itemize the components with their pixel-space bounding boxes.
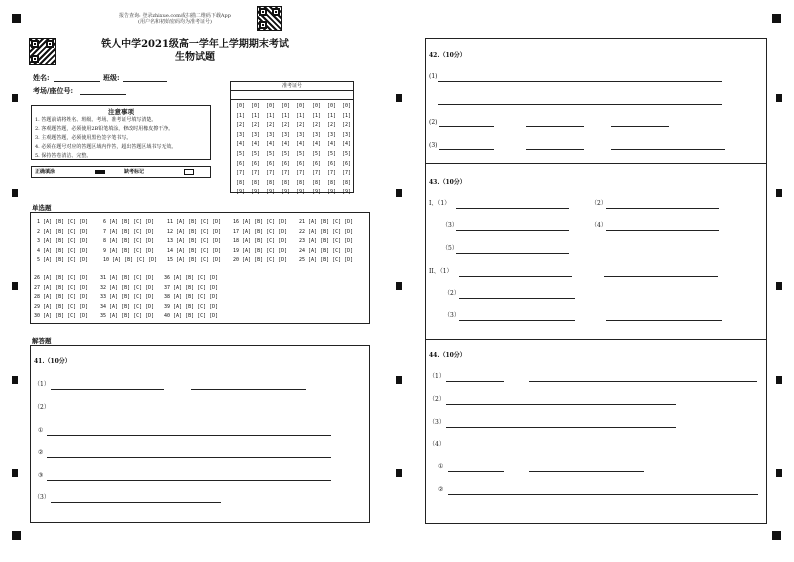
q42-part3-answer-c[interactable] bbox=[611, 149, 725, 150]
exam-id-bubble[interactable]: [7] bbox=[280, 170, 291, 177]
subject-title: 生物试题 bbox=[175, 52, 215, 63]
corner-mark bbox=[772, 14, 781, 23]
exam-id-bubble[interactable]: [5] bbox=[250, 150, 261, 157]
app-qr-code bbox=[257, 6, 282, 31]
q41-part1-answer-b[interactable] bbox=[191, 389, 306, 390]
q41-sub2-answer[interactable] bbox=[47, 457, 331, 458]
exam-id-column bbox=[234, 102, 247, 198]
q43-title: 43.（10分） bbox=[429, 179, 466, 186]
exam-id-bubble[interactable]: [3] bbox=[295, 131, 306, 138]
exam-id-bubble[interactable]: [3] bbox=[265, 131, 276, 138]
exam-id-bubble[interactable]: [9] bbox=[265, 189, 276, 196]
q43-I-2-label: （2） bbox=[591, 200, 607, 207]
exam-id-bubble[interactable]: [0] bbox=[311, 103, 322, 109]
exam-id-bubble[interactable]: [3] bbox=[235, 131, 246, 138]
notice-item: 2. 客观题答题，必须使用2B铅笔填涂，修改时用橡皮擦干净。 bbox=[35, 126, 174, 132]
mc-question-row[interactable]: 16 [A] [B] [C] [D] bbox=[233, 219, 288, 225]
exam-id-column bbox=[279, 102, 292, 198]
q43-I-4-label: （4） bbox=[591, 222, 607, 229]
exam-id-bubble[interactable]: [1] bbox=[326, 112, 337, 119]
divider bbox=[426, 339, 766, 340]
q43-II-3-answer-a[interactable] bbox=[459, 320, 575, 321]
exam-id-bubble[interactable]: [1] bbox=[341, 112, 352, 119]
exam-id-bubble[interactable]: [9] bbox=[235, 189, 246, 196]
exam-id-bubble[interactable]: [8] bbox=[341, 179, 352, 186]
seat-field[interactable] bbox=[80, 94, 126, 95]
exam-id-bubble[interactable]: [1] bbox=[280, 112, 291, 119]
q43-II-1-label: II、（1） bbox=[429, 268, 453, 275]
answer-section-title: 解答题 bbox=[32, 337, 52, 345]
class-field[interactable] bbox=[123, 81, 167, 82]
notice-item: 4. 必须在题号对应的答题区域内作答，超出答题区域书写无效。 bbox=[35, 144, 177, 150]
q42-part1-answer-b[interactable] bbox=[438, 104, 722, 105]
exam-id-bubble[interactable]: [5] bbox=[326, 150, 337, 157]
q41-box bbox=[30, 345, 370, 523]
q43-II-3-answer-b[interactable] bbox=[606, 320, 722, 321]
sheet-qr-code bbox=[29, 38, 56, 65]
exam-id-bubble[interactable]: [9] bbox=[326, 189, 337, 196]
exam-id-bubble[interactable]: [6] bbox=[280, 160, 291, 167]
exam-id-bubble[interactable]: [6] bbox=[326, 160, 337, 167]
q41-sub1-label: ① bbox=[38, 427, 44, 434]
q44-part1-answer-b[interactable] bbox=[529, 381, 757, 382]
mc-question-row[interactable]: 38 [A] [B] [C] [D] bbox=[164, 294, 219, 300]
timing-mark bbox=[776, 189, 782, 197]
exam-id-bubble[interactable]: [4] bbox=[311, 141, 322, 148]
exam-id-bubble[interactable]: [2] bbox=[250, 122, 261, 129]
q43-I-3-label: （3） bbox=[442, 222, 458, 229]
q41-part2-label: （2） bbox=[34, 404, 50, 411]
exam-id-bubble[interactable]: [8] bbox=[326, 179, 337, 186]
exam-id-bubble[interactable]: [8] bbox=[265, 179, 276, 186]
exam-id-bubble[interactable]: [7] bbox=[326, 170, 337, 177]
timing-mark bbox=[12, 282, 18, 290]
exam-id-bubble[interactable]: [4] bbox=[250, 141, 261, 148]
q41-part3-answer[interactable] bbox=[51, 502, 221, 503]
exam-id-bubble[interactable]: [0] bbox=[250, 103, 261, 109]
exam-id-bubble[interactable]: [0] bbox=[295, 103, 306, 109]
exam-id-bubble[interactable]: [7] bbox=[311, 170, 322, 177]
report-query-notice bbox=[110, 13, 240, 25]
q43-I-5-label: （5） bbox=[442, 245, 458, 252]
exam-id-bubble[interactable]: [6] bbox=[235, 160, 246, 167]
q41-sub3-answer[interactable] bbox=[47, 480, 331, 481]
exam-id-bubble[interactable]: [9] bbox=[280, 189, 291, 196]
exam-id-bubble[interactable]: [2] bbox=[341, 122, 352, 129]
timing-mark bbox=[776, 282, 782, 290]
exam-id-bubble[interactable]: [2] bbox=[235, 122, 246, 129]
exam-id-column bbox=[294, 102, 307, 198]
exam-id-bubble[interactable]: [4] bbox=[265, 141, 276, 148]
notice-box bbox=[31, 105, 211, 160]
correct-fill-sample bbox=[95, 170, 105, 174]
notice-item: 3. 主观题答题，必须使用黑色签字笔书写。 bbox=[35, 135, 132, 141]
q43-II-2-label: （2） bbox=[444, 290, 460, 297]
exam-id-bubble[interactable]: [3] bbox=[280, 131, 291, 138]
exam-id-bubble[interactable]: [6] bbox=[311, 160, 322, 167]
mc-question-row[interactable]: 26 [A] [B] [C] [D] bbox=[34, 275, 89, 281]
exam-id-bubble[interactable]: [4] bbox=[235, 141, 246, 148]
corner-mark bbox=[772, 531, 781, 540]
q44-title: 44.（10分） bbox=[429, 352, 466, 359]
mc-question-row[interactable]: 19 [A] [B] [C] [D] bbox=[233, 247, 288, 254]
exam-id-column bbox=[264, 102, 277, 198]
exam-id-bubble[interactable]: [2] bbox=[326, 122, 337, 129]
exam-id-bubble[interactable]: [8] bbox=[235, 179, 246, 186]
exam-id-bubble[interactable]: [2] bbox=[311, 122, 322, 129]
q44-sub2-label: ② bbox=[438, 486, 444, 493]
q43-II-1-answer-b[interactable] bbox=[604, 276, 718, 277]
q42-part2-answer-a[interactable] bbox=[439, 126, 494, 127]
q44-sub2-answer[interactable] bbox=[448, 494, 758, 495]
q43-I-2-answer[interactable] bbox=[606, 208, 719, 209]
exam-id-bubble[interactable]: [8] bbox=[280, 179, 291, 186]
timing-mark bbox=[396, 282, 402, 290]
mc-question-row[interactable]: 37 [A] [B] [C] [D] bbox=[164, 284, 219, 291]
mc-question-row[interactable]: 12 [A] [B] [C] [D] bbox=[167, 228, 222, 235]
q41-sub3-label: ③ bbox=[38, 472, 44, 479]
mc-question-row[interactable]: 25 [A] [B] [C] [D] bbox=[299, 257, 354, 263]
exam-id-bubble[interactable]: [9] bbox=[295, 189, 306, 196]
q42-part3-answer-b[interactable] bbox=[526, 149, 584, 150]
q44-part4-label: （4） bbox=[429, 441, 445, 448]
q44-part2-label: （2） bbox=[429, 396, 445, 403]
q43-I-1-label: I、（1） bbox=[429, 200, 451, 207]
exam-id-bubble[interactable]: [5] bbox=[311, 150, 322, 157]
exam-id-bubble[interactable]: [9] bbox=[250, 189, 261, 196]
seat-label: 考场/座位号: bbox=[33, 86, 74, 95]
fill-sample-box bbox=[31, 166, 211, 178]
exam-id-bubble[interactable]: [5] bbox=[295, 150, 306, 157]
mc-question-row[interactable]: 32 [A] [B] [C] [D] bbox=[100, 284, 155, 291]
mc-question-row[interactable]: 10 [A] [B] [C] [D] bbox=[103, 257, 158, 263]
class-label: 班级: bbox=[103, 73, 120, 82]
exam-id-bubble[interactable]: [5] bbox=[280, 150, 291, 157]
q41-part1-answer-a[interactable] bbox=[51, 389, 164, 390]
mc-question-row[interactable]: 9 [A] [B] [C] [D] bbox=[103, 247, 155, 254]
q43-II-3-label: （3） bbox=[444, 312, 460, 319]
q41-sub2-label: ② bbox=[38, 449, 44, 456]
q41-part1-label: （1） bbox=[34, 381, 50, 388]
exam-id-bubble[interactable]: [6] bbox=[341, 160, 352, 167]
mc-title: 单选题 bbox=[32, 204, 52, 212]
exam-id-bubble[interactable]: [9] bbox=[341, 189, 352, 196]
q43-I-1-answer[interactable] bbox=[456, 208, 569, 209]
mc-question-row[interactable]: 27 [A] [B] [C] [D] bbox=[34, 284, 89, 291]
mc-question-row[interactable]: 2 [A] [B] [C] [D] bbox=[37, 228, 89, 235]
exam-id-bubble[interactable]: [6] bbox=[295, 160, 306, 167]
timing-mark bbox=[776, 94, 782, 102]
mc-question-row[interactable]: 20 [A] [B] [C] [D] bbox=[233, 257, 288, 263]
timing-mark bbox=[12, 469, 18, 477]
q41-part3-label: （3） bbox=[34, 494, 50, 501]
mc-question-row[interactable]: 22 [A] [B] [C] [D] bbox=[299, 228, 354, 235]
exam-id-bubble[interactable]: [8] bbox=[250, 179, 261, 186]
mc-question-row[interactable]: 5 [A] [B] [C] [D] bbox=[37, 257, 89, 263]
exam-id-bubble[interactable]: [1] bbox=[311, 112, 322, 119]
exam-id-bubble[interactable]: [9] bbox=[311, 189, 322, 196]
mc-question-row[interactable]: 24 [A] [B] [C] [D] bbox=[299, 247, 354, 254]
mc-question-row[interactable]: 7 [A] [B] [C] [D] bbox=[103, 228, 155, 235]
exam-id-bubble[interactable]: [7] bbox=[250, 170, 261, 177]
q42-part2-label: (2) bbox=[429, 119, 438, 126]
exam-id-bubble[interactable]: [6] bbox=[265, 160, 276, 167]
exam-id-bubble[interactable]: [5] bbox=[235, 150, 246, 157]
mc-question-row[interactable]: 30 [A] [B] [C] [D] bbox=[34, 313, 89, 319]
exam-id-column bbox=[249, 102, 262, 198]
exam-id-bubble[interactable]: [7] bbox=[265, 170, 276, 177]
exam-id-bubble[interactable]: [4] bbox=[326, 141, 337, 148]
username-note-line: (用户名和初始密码均为准考证号) bbox=[138, 19, 212, 25]
exam-id-bubble[interactable]: [8] bbox=[295, 179, 306, 186]
notice-title: 注意事项 bbox=[108, 108, 134, 116]
timing-mark bbox=[776, 376, 782, 384]
missing-mark-label: 缺考标记 bbox=[124, 169, 145, 175]
exam-id-column bbox=[325, 102, 338, 198]
q42-part1-answer-a[interactable] bbox=[438, 81, 722, 82]
exam-title: 铁人中学2021级高一学年上学期期末考试 bbox=[101, 39, 289, 50]
mc-question-row[interactable]: 18 [A] [B] [C] [D] bbox=[233, 238, 288, 244]
mc-question-row[interactable]: 17 [A] [B] [C] [D] bbox=[233, 228, 288, 235]
timing-mark bbox=[396, 469, 402, 477]
corner-mark bbox=[12, 14, 21, 23]
exam-id-bubble[interactable]: [8] bbox=[311, 179, 322, 186]
q44-part2-answer[interactable] bbox=[446, 404, 676, 405]
mc-question-row[interactable]: 21 [A] [B] [C] [D] bbox=[299, 219, 354, 225]
exam-id-bubble[interactable]: [3] bbox=[326, 131, 337, 138]
mc-question-row[interactable]: 34 [A] [B] [C] [D] bbox=[100, 303, 155, 310]
timing-mark bbox=[396, 189, 402, 197]
mc-question-row[interactable]: 28 [A] [B] [C] [D] bbox=[34, 294, 89, 300]
mc-question-row[interactable]: 33 [A] [B] [C] [D] bbox=[100, 294, 155, 300]
timing-mark bbox=[12, 94, 18, 102]
timing-mark bbox=[396, 376, 402, 384]
exam-id-write-row[interactable] bbox=[231, 91, 353, 100]
q42-part2-answer-b[interactable] bbox=[526, 126, 584, 127]
q44-sub1-label: ① bbox=[438, 463, 444, 470]
q42-part2-answer-c[interactable] bbox=[611, 126, 669, 127]
mc-question-row[interactable]: 13 [A] [B] [C] [D] bbox=[167, 238, 222, 244]
exam-id-bubble[interactable]: [1] bbox=[295, 112, 306, 119]
exam-id-bubble[interactable]: [3] bbox=[311, 131, 322, 138]
q44-part1-label: （1） bbox=[429, 373, 445, 380]
mc-question-row[interactable]: 23 [A] [B] [C] [D] bbox=[299, 238, 354, 244]
exam-id-title: 准考证号 bbox=[231, 82, 353, 91]
timing-mark bbox=[12, 189, 18, 197]
correct-fill-label: 正确填涂 bbox=[35, 169, 56, 175]
notice-item: 1. 答题前请将姓名、班级、考场、准考证号填写清楚。 bbox=[35, 117, 157, 123]
name-field[interactable] bbox=[54, 81, 100, 82]
exam-id-bubble[interactable]: [4] bbox=[280, 141, 291, 148]
exam-id-bubble[interactable]: [1] bbox=[235, 112, 246, 119]
exam-id-bubble[interactable]: [5] bbox=[341, 150, 352, 157]
exam-id-bubble[interactable]: [2] bbox=[265, 122, 276, 129]
name-label: 姓名: bbox=[33, 73, 50, 82]
exam-id-bubble[interactable]: [7] bbox=[341, 170, 352, 177]
timing-mark bbox=[776, 469, 782, 477]
divider bbox=[426, 163, 766, 164]
exam-id-bubble[interactable]: [2] bbox=[295, 122, 306, 129]
notice-item: 5. 保持答卷清洁、完整。 bbox=[35, 153, 92, 159]
exam-id-grid bbox=[230, 81, 354, 196]
report-query-line: 报告查询: 登录zhixue.com或扫描二维码下载App bbox=[119, 13, 231, 19]
mc-question-row[interactable]: 1 [A] [B] [C] [D] bbox=[37, 219, 89, 225]
exam-id-bubble[interactable]: [4] bbox=[341, 141, 352, 148]
missing-mark-checkbox[interactable] bbox=[184, 169, 194, 175]
q44-sub1-answer-a[interactable] bbox=[448, 471, 504, 472]
q42-part3-label: (3) bbox=[429, 142, 438, 149]
mc-question-row[interactable]: 8 [A] [B] [C] [D] bbox=[103, 238, 155, 244]
mc-question-row[interactable]: 39 [A] [B] [C] [D] bbox=[164, 303, 219, 310]
q43-I-3-answer[interactable] bbox=[456, 230, 569, 231]
mc-question-row[interactable]: 15 [A] [B] [C] [D] bbox=[167, 257, 222, 263]
exam-id-bubble[interactable]: [4] bbox=[295, 141, 306, 148]
mc-box bbox=[30, 212, 370, 324]
exam-id-bubble[interactable]: [1] bbox=[265, 112, 276, 119]
mc-question-row[interactable]: 4 [A] [B] [C] [D] bbox=[37, 247, 89, 254]
corner-mark bbox=[12, 531, 21, 540]
exam-id-bubble[interactable]: [1] bbox=[250, 112, 261, 119]
exam-id-bubble[interactable]: [3] bbox=[250, 131, 261, 138]
right-answer-area bbox=[425, 38, 767, 524]
mc-question-row[interactable]: 11 [A] [B] [C] [D] bbox=[167, 219, 222, 225]
q44-part3-label: （3） bbox=[429, 419, 445, 426]
q42-title: 42.（10分） bbox=[429, 52, 466, 59]
exam-id-bubble[interactable]: [3] bbox=[341, 131, 352, 138]
timing-mark bbox=[396, 94, 402, 102]
mc-question-row[interactable]: 31 [A] [B] [C] [D] bbox=[100, 275, 155, 281]
exam-id-bubble[interactable]: [5] bbox=[265, 150, 276, 157]
q43-I-4-answer[interactable] bbox=[606, 230, 719, 231]
mc-question-row[interactable]: 36 [A] [B] [C] [D] bbox=[164, 275, 219, 281]
q44-sub1-answer-b[interactable] bbox=[529, 471, 644, 472]
exam-id-bubble[interactable]: [6] bbox=[250, 160, 261, 167]
mc-question-row[interactable]: 40 [A] [B] [C] [D] bbox=[164, 313, 219, 319]
exam-id-bubble[interactable]: [0] bbox=[326, 103, 337, 109]
exam-id-bubble[interactable]: [0] bbox=[265, 103, 276, 109]
q43-II-2-answer[interactable] bbox=[459, 298, 575, 299]
mc-question-row[interactable]: 3 [A] [B] [C] [D] bbox=[37, 238, 89, 244]
q43-I-5-answer[interactable] bbox=[456, 253, 569, 254]
q41-title: 41.（10分） bbox=[34, 358, 71, 365]
exam-id-bubble[interactable]: [2] bbox=[280, 122, 291, 129]
q41-sub1-answer[interactable] bbox=[47, 435, 331, 436]
exam-id-bubble[interactable]: [0] bbox=[280, 103, 291, 109]
exam-id-bubble[interactable]: [7] bbox=[295, 170, 306, 177]
q44-part1-answer-a[interactable] bbox=[446, 381, 504, 382]
q43-II-1-answer-a[interactable] bbox=[459, 276, 572, 277]
mc-question-row[interactable]: 29 [A] [B] [C] [D] bbox=[34, 303, 89, 310]
exam-id-bubble[interactable]: [0] bbox=[235, 103, 246, 109]
mc-question-row[interactable]: 35 [A] [B] [C] [D] bbox=[100, 313, 155, 319]
q44-part3-answer[interactable] bbox=[446, 427, 676, 428]
mc-question-row[interactable]: 14 [A] [B] [C] [D] bbox=[167, 247, 222, 254]
timing-mark bbox=[12, 376, 18, 384]
exam-id-column bbox=[310, 102, 323, 198]
exam-id-bubble[interactable]: [0] bbox=[341, 103, 352, 109]
exam-id-bubble[interactable]: [7] bbox=[235, 170, 246, 177]
mc-question-row[interactable]: 6 [A] [B] [C] [D] bbox=[103, 219, 155, 225]
q42-part1-label: (1) bbox=[429, 73, 438, 80]
q42-part3-answer-a[interactable] bbox=[439, 149, 494, 150]
exam-id-column bbox=[340, 102, 353, 198]
